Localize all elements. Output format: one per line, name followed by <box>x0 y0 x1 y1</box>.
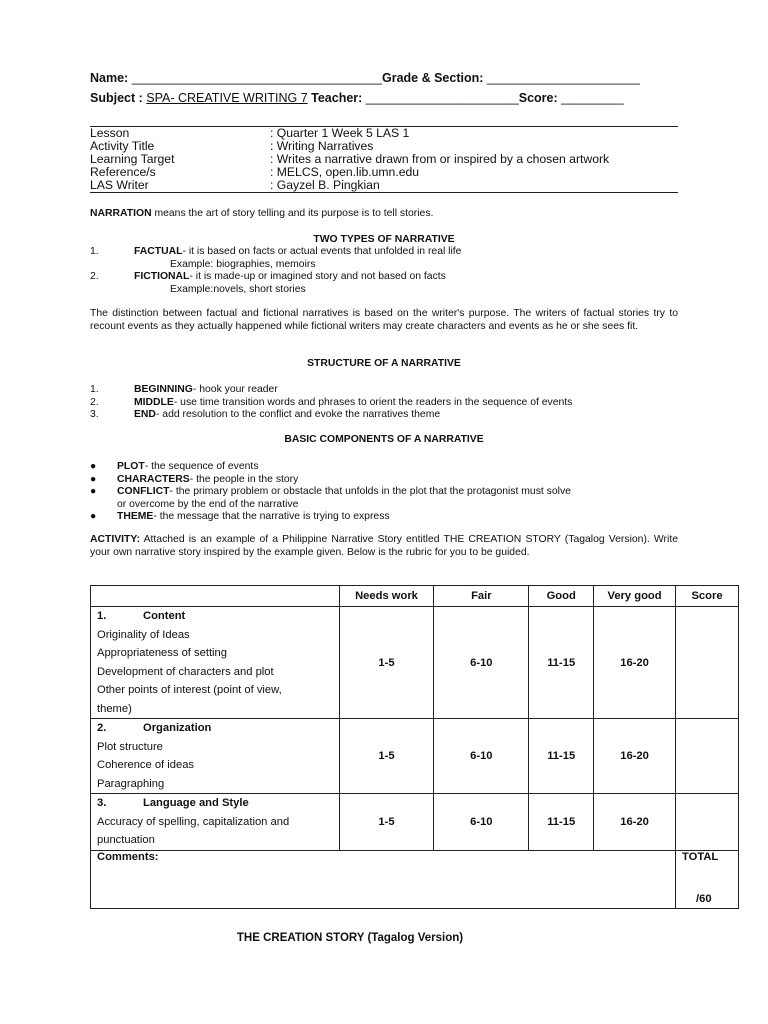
teacher-blank[interactable]: ______________________ <box>362 91 519 105</box>
info-value: : Writing Narratives <box>270 139 374 153</box>
components-list <box>90 461 690 524</box>
item-term: END <box>134 409 156 420</box>
score-blank[interactable]: _________ <box>557 91 624 105</box>
item-number: 2. <box>90 271 99 282</box>
item-text: - the sequence of events <box>144 461 259 472</box>
criterion-item: theme) <box>97 702 132 715</box>
score-input-cell[interactable] <box>676 719 739 794</box>
name-label: Name: <box>90 71 129 85</box>
criteria-cell <box>91 607 340 719</box>
list-item <box>90 474 690 487</box>
comments-row <box>91 850 739 908</box>
info-key: LAS Writer <box>90 178 149 192</box>
rubric-header-row <box>91 586 739 607</box>
score-range-cell: 11-15 <box>529 719 594 794</box>
grade-blank[interactable]: ______________________ <box>483 71 640 85</box>
types-list <box>90 246 690 296</box>
score-range-cell: 16-20 <box>594 607 676 719</box>
list-item <box>90 246 690 259</box>
criterion-title: 1. Content <box>97 610 186 622</box>
criterion-title: 2. Organization <box>97 722 212 734</box>
list-item <box>90 409 690 422</box>
structure-heading: STRUCTURE OF A NARRATIVE <box>307 358 461 369</box>
name-blank[interactable]: ____________________________________ <box>131 71 382 85</box>
item-example: Example: biographies, memoirs <box>170 258 316 270</box>
name-line <box>90 71 640 85</box>
rubric-header-cell <box>91 586 340 607</box>
comments-cell[interactable] <box>91 850 676 908</box>
activity-paragraph <box>90 534 678 559</box>
score-input-cell[interactable] <box>676 607 739 719</box>
story-title: THE CREATION STORY (Tagalog Version) <box>236 932 464 944</box>
item-term: CHARACTERS <box>117 473 190 485</box>
table-row <box>91 607 739 719</box>
item-text: - hook your reader <box>192 384 278 395</box>
list-item <box>90 384 690 397</box>
teacher-label: Teacher: <box>311 91 363 105</box>
item-number: 3. <box>90 409 99 420</box>
criteria-cell <box>91 719 340 794</box>
list-item <box>90 461 690 474</box>
structure-list <box>90 384 690 422</box>
item-number: 2. <box>90 396 99 408</box>
narration-definition <box>90 208 678 221</box>
item-term: THEME <box>117 511 154 522</box>
criterion-item: Other points of interest (point of view, <box>97 684 282 696</box>
narration-term: NARRATION <box>90 208 152 219</box>
table-row <box>91 719 739 794</box>
criteria-cell <box>91 794 340 851</box>
activity-term: ACTIVITY: <box>90 534 141 545</box>
score-range-cell: 11-15 <box>529 794 594 851</box>
criterion-item: Development of characters and plot <box>97 665 274 678</box>
list-item <box>90 271 690 284</box>
rubric-header-cell: Good <box>529 586 594 607</box>
item-continuation: or overcome by the end of the narrative <box>117 498 299 510</box>
activity-text: Attached is an example of a Philippine Narrative Story entitled THE CREATION STORY (Tagalog Version). Write your own narrative story inspired by the example given. Below is the rubric for you to be guided. <box>90 534 678 558</box>
criterion-item: Plot structure <box>97 740 163 753</box>
info-key: Lesson <box>90 126 130 140</box>
comments-label: Comments: <box>97 850 159 863</box>
rubric-header-cell: Very good <box>594 586 676 607</box>
item-text: - it is based on facts or actual events that unfolded in real life <box>182 246 462 257</box>
item-text: - use time transition words and phrases to orient the readers in the sequence of events <box>173 396 573 408</box>
criterion-title: 3. Language and Style <box>97 797 249 809</box>
divider-info <box>90 192 678 193</box>
item-term: FICTIONAL <box>134 271 190 282</box>
item-example: Example:novels, short stories <box>170 283 306 295</box>
item-text: - the message that the narrative is trying to express <box>153 511 390 522</box>
subject-line <box>90 91 624 105</box>
types-heading: TWO TYPES OF NARRATIVE <box>313 234 455 245</box>
item-term: CONFLICT <box>117 486 170 497</box>
rubric-header-cell: Score <box>676 586 739 607</box>
score-range-cell: 16-20 <box>594 794 676 851</box>
components-heading: BASIC COMPONENTS OF A NARRATIVE <box>284 434 484 445</box>
narration-text: means the art of story telling and its purpose is to tell stories. <box>151 208 434 219</box>
distinction-paragraph: The distinction between factual and fictional narratives is based on the writer's purpose. The writers of factual stories try to recount events as they actually happened while fictional writers may create characters and events as he or she sees fit. <box>90 308 678 332</box>
score-range-cell: 6-10 <box>434 719 529 794</box>
criterion-item: Accuracy of spelling, capitalization and <box>97 815 290 828</box>
item-text: - the people in the story <box>189 473 299 485</box>
bullet-icon: ● <box>90 511 97 522</box>
list-item <box>90 397 690 410</box>
score-range-cell: 6-10 <box>434 794 529 851</box>
criterion-item: Paragraphing <box>97 777 165 790</box>
criterion-item: punctuation <box>97 834 155 846</box>
item-text: - it is made-up or imagined story and not based on facts <box>189 271 446 282</box>
item-term: BEGINNING <box>134 384 193 395</box>
item-text: - add resolution to the conflict and evoke the narratives theme <box>155 409 441 420</box>
list-item <box>90 511 690 524</box>
total-cell <box>676 850 739 908</box>
item-number: 1. <box>90 384 99 395</box>
info-value: : MELCS, open.lib.umn.edu <box>270 165 420 179</box>
info-value: : Writes a narrative drawn from or inspired by a chosen artwork <box>270 152 610 166</box>
table-row <box>91 794 739 851</box>
grade-label: Grade & Section: <box>381 71 484 85</box>
bullet-icon: ● <box>90 486 97 497</box>
info-value: : Gayzel B. Pingkian <box>270 178 380 192</box>
score-range-cell: 1-5 <box>339 719 434 794</box>
info-key: Activity Title <box>90 139 155 153</box>
rubric-header-cell: Fair <box>434 586 529 607</box>
score-input-cell[interactable] <box>676 794 739 851</box>
score-label: Score: <box>518 91 558 105</box>
item-term: MIDDLE <box>134 396 174 408</box>
item-number: 1. <box>90 246 99 257</box>
subject-value: SPA- CREATIVE WRITING 7 <box>146 91 308 105</box>
score-range-cell: 6-10 <box>434 607 529 719</box>
item-term: PLOT <box>117 461 145 472</box>
score-range-cell: 11-15 <box>529 607 594 719</box>
rubric-header-cell: Needs work <box>339 586 434 607</box>
total-value: /60 <box>696 892 712 905</box>
info-key: Learning Target <box>90 152 175 166</box>
item-text: - the primary problem or obstacle that unfolds in the plot that the protagonist must solve <box>169 486 571 497</box>
total-label: TOTAL <box>682 850 719 863</box>
list-item <box>90 486 690 499</box>
bullet-icon: ● <box>90 461 97 472</box>
item-term: FACTUAL <box>134 246 183 257</box>
score-range-cell: 1-5 <box>339 607 434 719</box>
bullet-icon: ● <box>90 473 97 485</box>
criterion-item: Appropriateness of setting <box>97 647 227 659</box>
criterion-item: Originality of Ideas <box>97 628 190 641</box>
info-value: : Quarter 1 Week 5 LAS 1 <box>270 126 410 140</box>
subject-label: Subject : <box>90 91 143 105</box>
score-range-cell: 16-20 <box>594 719 676 794</box>
criterion-item: Coherence of ideas <box>97 759 195 771</box>
score-range-cell: 1-5 <box>339 794 434 851</box>
info-key: Reference/s <box>90 165 156 179</box>
rubric-table <box>90 585 739 909</box>
